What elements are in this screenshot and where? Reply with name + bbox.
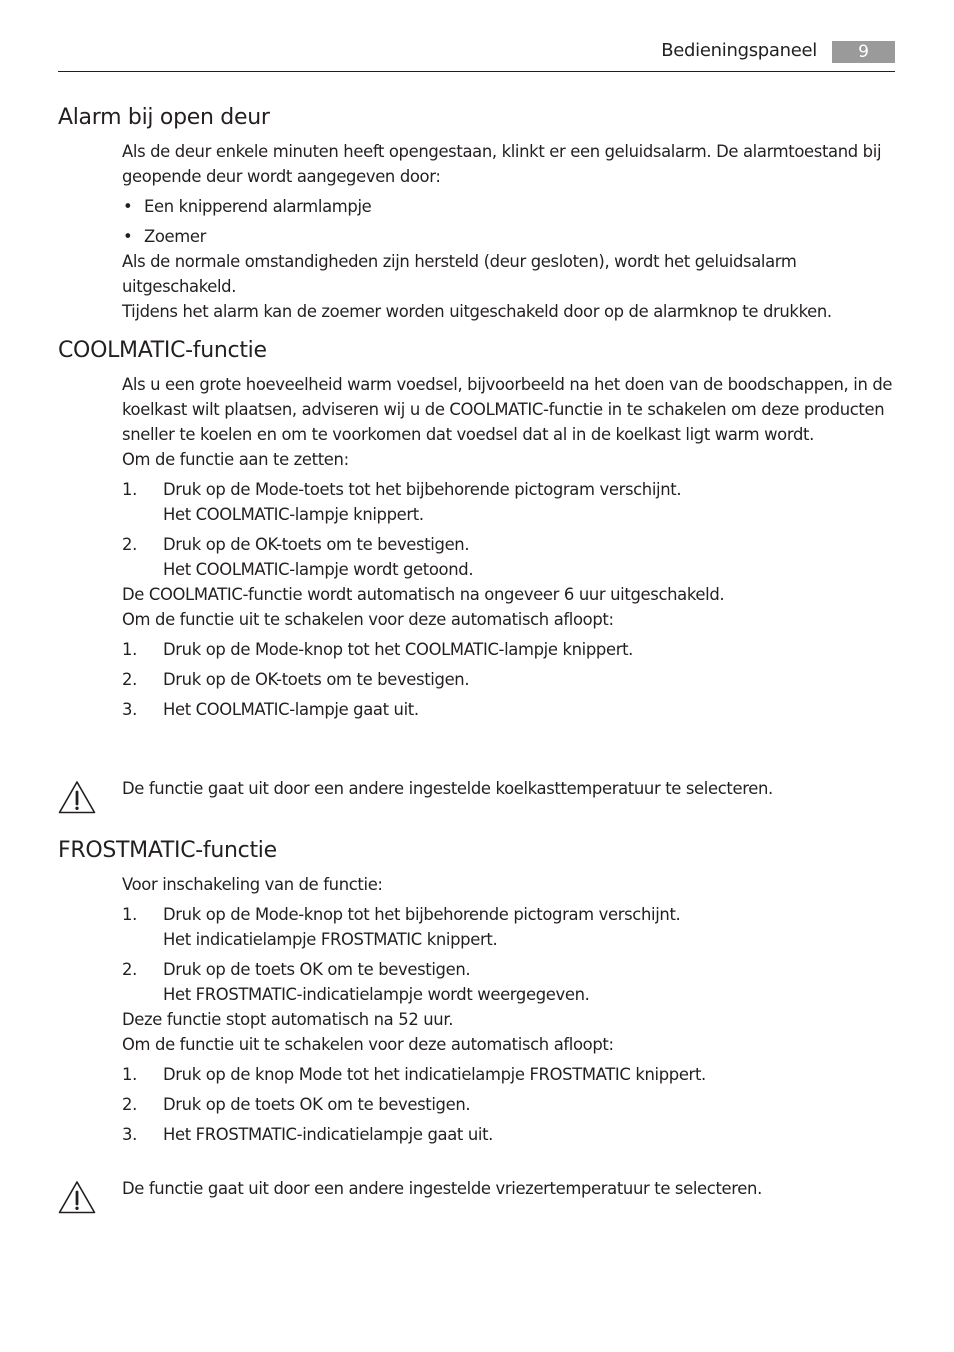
warning-triangle-icon <box>58 1180 96 1214</box>
step-note: Het COOLMATIC-lampje wordt getoond. <box>163 560 474 579</box>
coolmatic-auto-off: De COOLMATIC-functie wordt automatisch na ongeveer 6 uur uitgeschakeld. <box>122 585 725 604</box>
list-step: 1. Druk op de Mode-knop tot het COOLMATIC-lampje knippert. <box>122 640 634 659</box>
page-header <box>58 38 895 72</box>
list-step: 2. Druk op de toets OK om te bevestigen. <box>122 960 471 979</box>
list-step: 2. Druk op de OK-toets om te bevestigen. <box>122 670 470 689</box>
list-step: 1. Druk op de knop Mode tot het indicatielampje FROSTMATIC knippert. <box>122 1065 706 1084</box>
section-body-coolmatic <box>122 372 895 722</box>
step-note: Het COOLMATIC-lampje knippert. <box>163 505 424 524</box>
page-number: 9 <box>832 41 895 63</box>
list-step: 3. Het COOLMATIC-lampje gaat uit. <box>122 700 419 719</box>
frostmatic-auto-off: Deze functie stopt automatisch na 52 uur. <box>122 1010 454 1029</box>
section-coolmatic <box>58 337 895 722</box>
alarm-intro: Als de deur enkele minuten heeft opengestaan, klinkt er een geluidsalarm. De alarmtoestand bij geopende deur wordt aangegeven door: <box>122 142 882 186</box>
bullet-item: • Zoemer <box>122 224 895 249</box>
section-alarm <box>58 104 895 324</box>
bullet-dot-icon: • <box>123 227 133 246</box>
bullet-item: • Een knipperend alarmlampje <box>122 194 895 219</box>
coolmatic-on-label: Om de functie aan te zetten: <box>122 450 349 469</box>
bullet-dot-icon: • <box>123 197 133 216</box>
list-step: 2. Druk op de OK-toets om te bevestigen. <box>122 535 470 554</box>
alarm-paragraph: Als de normale omstandigheden zijn hersteld (deur gesloten), wordt het geluidsalarm uitgeschakeld. <box>122 252 797 296</box>
section-body-alarm <box>122 139 895 324</box>
frostmatic-off-label: Om de functie uit te schakelen voor deze automatisch afloopt: <box>122 1035 614 1054</box>
section-title-coolmatic: COOLMATIC-functie <box>58 338 267 363</box>
warning-triangle-icon <box>58 780 96 814</box>
section-frostmatic <box>58 837 895 1147</box>
frostmatic-on-label: Voor inschakeling van de functie: <box>122 875 383 894</box>
warning-text: De functie gaat uit door een andere ingestelde koelkasttemperatuur te selecteren. <box>122 779 773 798</box>
coolmatic-intro: Als u een grote hoeveelheid warm voedsel, bijvoorbeeld na het doen van de boodschappen, in de koelkast wilt plaatsen, adviseren wij u de COOLMATIC-functie in te schakelen om deze producten sneller te koelen en om te voorkomen dat voedsel dat al in de koelkast ligt warm wordt. <box>122 375 893 444</box>
step-note: Het FROSTMATIC-indicatielampje wordt weergegeven. <box>163 985 590 1004</box>
warning-note-coolmatic <box>58 776 895 816</box>
section-title-alarm: Alarm bij open deur <box>58 105 270 130</box>
list-step: 3. Het FROSTMATIC-indicatielampje gaat uit. <box>122 1125 494 1144</box>
section-title-frostmatic: FROSTMATIC-functie <box>58 838 277 863</box>
section-body-frostmatic <box>122 872 895 1147</box>
list-step: 2. Druk op de toets OK om te bevestigen. <box>122 1095 471 1114</box>
alarm-paragraph: Tijdens het alarm kan de zoemer worden uitgeschakeld door op de alarmknop te drukken. <box>122 302 832 321</box>
list-step: 1. Druk op de Mode-toets tot het bijbehorende pictogram verschijnt. <box>122 480 682 499</box>
warning-text: De functie gaat uit door een andere ingestelde vriezertemperatuur te selecteren. <box>122 1179 762 1198</box>
header-title: Bedieningspaneel <box>661 40 817 61</box>
list-step: 1. Druk op de Mode-knop tot het bijbehorende pictogram verschijnt. <box>122 905 681 924</box>
step-note: Het indicatielampje FROSTMATIC knippert. <box>163 930 498 949</box>
warning-note-frostmatic <box>58 1176 895 1216</box>
coolmatic-off-label: Om de functie uit te schakelen voor deze automatisch afloopt: <box>122 610 614 629</box>
